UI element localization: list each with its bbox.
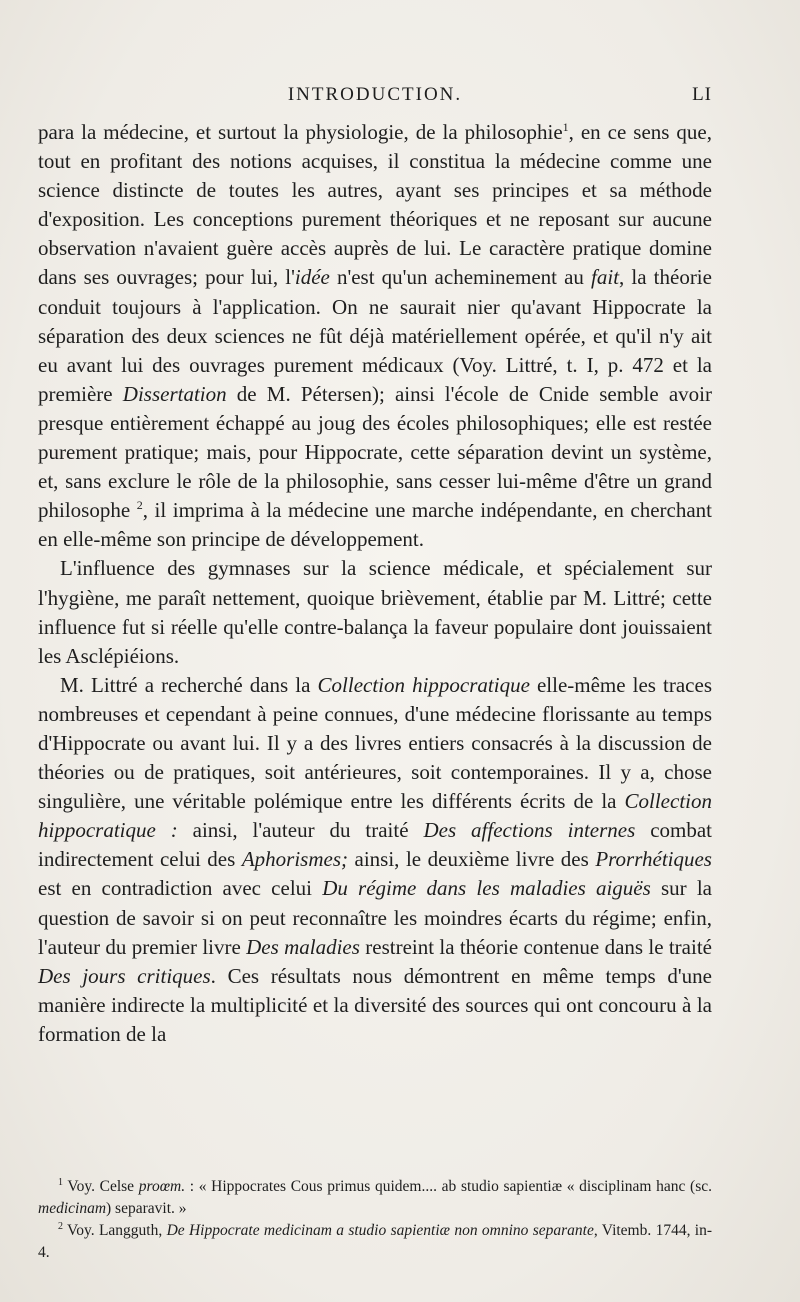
footnote-note-ref: 2 bbox=[58, 1221, 63, 1232]
footnote-text: ) separavit. » bbox=[106, 1200, 187, 1217]
page-number: LI bbox=[692, 84, 712, 105]
paragraph-italic: idée bbox=[294, 265, 330, 290]
paragraph-2 bbox=[38, 554, 712, 670]
footnote-italic: De Hippocrate medicinam a studio sapientiæ non omnino separante bbox=[166, 1222, 594, 1239]
footnote-italic: proœm. bbox=[138, 1178, 186, 1195]
footnote-2 bbox=[38, 1220, 712, 1264]
paragraph-text: est en contradiction avec celui bbox=[38, 876, 323, 901]
paragraph-text: , la théorie conduit toujours à l'application. On ne saurait nier qu'avant Hippocrate la séparation des deux sciences ne fût déjà matériellement opérée, et qu'il n'y ait eu avant lui des ouvrages purement médicaux (Voy. Littré, t. I, p. 472 et la première bbox=[38, 265, 712, 406]
footnote-text: , Vitemb. 1744, in-4. bbox=[38, 1222, 713, 1261]
running-title: INTRODUCTION. bbox=[287, 84, 463, 105]
paragraph-italic: Des maladies bbox=[246, 934, 360, 959]
paragraph-text: combat indirectement celui des bbox=[38, 818, 713, 872]
paragraph-italic: Des jours critiques bbox=[38, 963, 211, 988]
running-header bbox=[38, 84, 712, 108]
paragraph-italic: Collection hippocratique : bbox=[38, 789, 712, 843]
footnote-text: Voy. Langguth, bbox=[63, 1222, 167, 1239]
paragraph-3 bbox=[38, 671, 712, 1049]
paragraph-text: L'influence des gymnases sur la science médicale, et spécialement sur l'hygiène, me paraît nettement, quoique brièvement, établie par M. Littré; cette influence fut si réelle qu'elle contre-balança la faveur populaire dont jouissaient les Asclépiéions. bbox=[38, 556, 712, 668]
paragraph-italic: fait bbox=[591, 265, 620, 290]
paragraph-italic: Du régime dans les maladies aiguës bbox=[322, 876, 651, 901]
paragraph-italic: Collection hippocratique bbox=[317, 672, 530, 697]
paragraph-text: , il imprima à la médecine une marche indépendante, en cherchant en elle-même son principe de développement. bbox=[38, 498, 712, 552]
paragraph-text: , en ce sens que, tout en profitant des notions acquises, il constitua la médecine comme une science distincte de toutes les autres, ayant ses principes et sa méthode d'exposition. Les conceptions purement théoriques et ne reposant sur aucune observation n'avaient guère accès auprès de lui. Le caractère pratique domine dans ses ouvrages; pour lui, l' bbox=[38, 120, 712, 290]
body-text bbox=[38, 118, 712, 1049]
paragraph-text: M. Littré a recherché dans la bbox=[60, 672, 318, 697]
paragraph-text: sur la question de savoir si on peut reconnaître les moindres écarts du régime; enfin, l'auteur du premier livre bbox=[38, 876, 713, 959]
paragraph-text: para la médecine, et surtout la physiologie, de la philosophie bbox=[38, 120, 563, 144]
paragraph-text: de M. Pétersen); ainsi l'école de Cnide semble avoir presque entièrement échappé au joug des écoles philosophiques; elle est restée purement pratique; mais, pour Hippocrate, cette séparation devint un système, et, sans exclure le rôle de la philosophie, sans cesser lui-même d'être un grand philosophe bbox=[38, 381, 712, 523]
footnote-text: Voy. Celse bbox=[63, 1178, 139, 1195]
paragraph-text: ainsi, le deuxième livre des bbox=[348, 847, 596, 872]
paragraph-note-ref: 1 bbox=[562, 120, 569, 134]
paragraph-note-ref: 2 bbox=[136, 498, 143, 513]
paragraph-italic: Dissertation bbox=[122, 381, 227, 406]
footnote-1 bbox=[38, 1176, 712, 1220]
footnotes bbox=[38, 1176, 712, 1264]
paragraph-text: n'est qu'un acheminement au bbox=[329, 265, 592, 290]
paragraph-italic: Aphorismes; bbox=[241, 847, 348, 872]
footnote-text: : « Hippocrates Cous primus quidem.... ab studio sapientiæ « disciplinam hanc (sc. bbox=[185, 1178, 712, 1195]
paragraph-italic: Prorrhétiques bbox=[595, 847, 712, 872]
paragraph-text: . Ces résultats nous démontrent en même temps d'une manière indirecte la multiplicité et la diversité des sources qui ont concouru à la formation de la bbox=[38, 963, 712, 1046]
footnote-note-ref: 1 bbox=[58, 1177, 63, 1188]
footnote-italic: medicinam bbox=[38, 1200, 107, 1217]
paragraph-italic: Des affections internes bbox=[423, 818, 636, 843]
paragraph-text: restreint la théorie contenue dans le traité bbox=[359, 934, 712, 959]
paragraph-text: ainsi, l'auteur du traité bbox=[177, 818, 424, 843]
paragraph-1 bbox=[38, 118, 712, 554]
paragraph-text: elle-même les traces nombreuses et cependant à peine connues, d'une médecine florissante au temps d'Hippocrate ou avant lui. Il y a des livres entiers consacrés à la discussion de théories ou de pratiques, soit antérieures, soit contemporaines. Il y a, chose singulière, une véritable polémique entre les différents écrits de la bbox=[38, 672, 712, 814]
